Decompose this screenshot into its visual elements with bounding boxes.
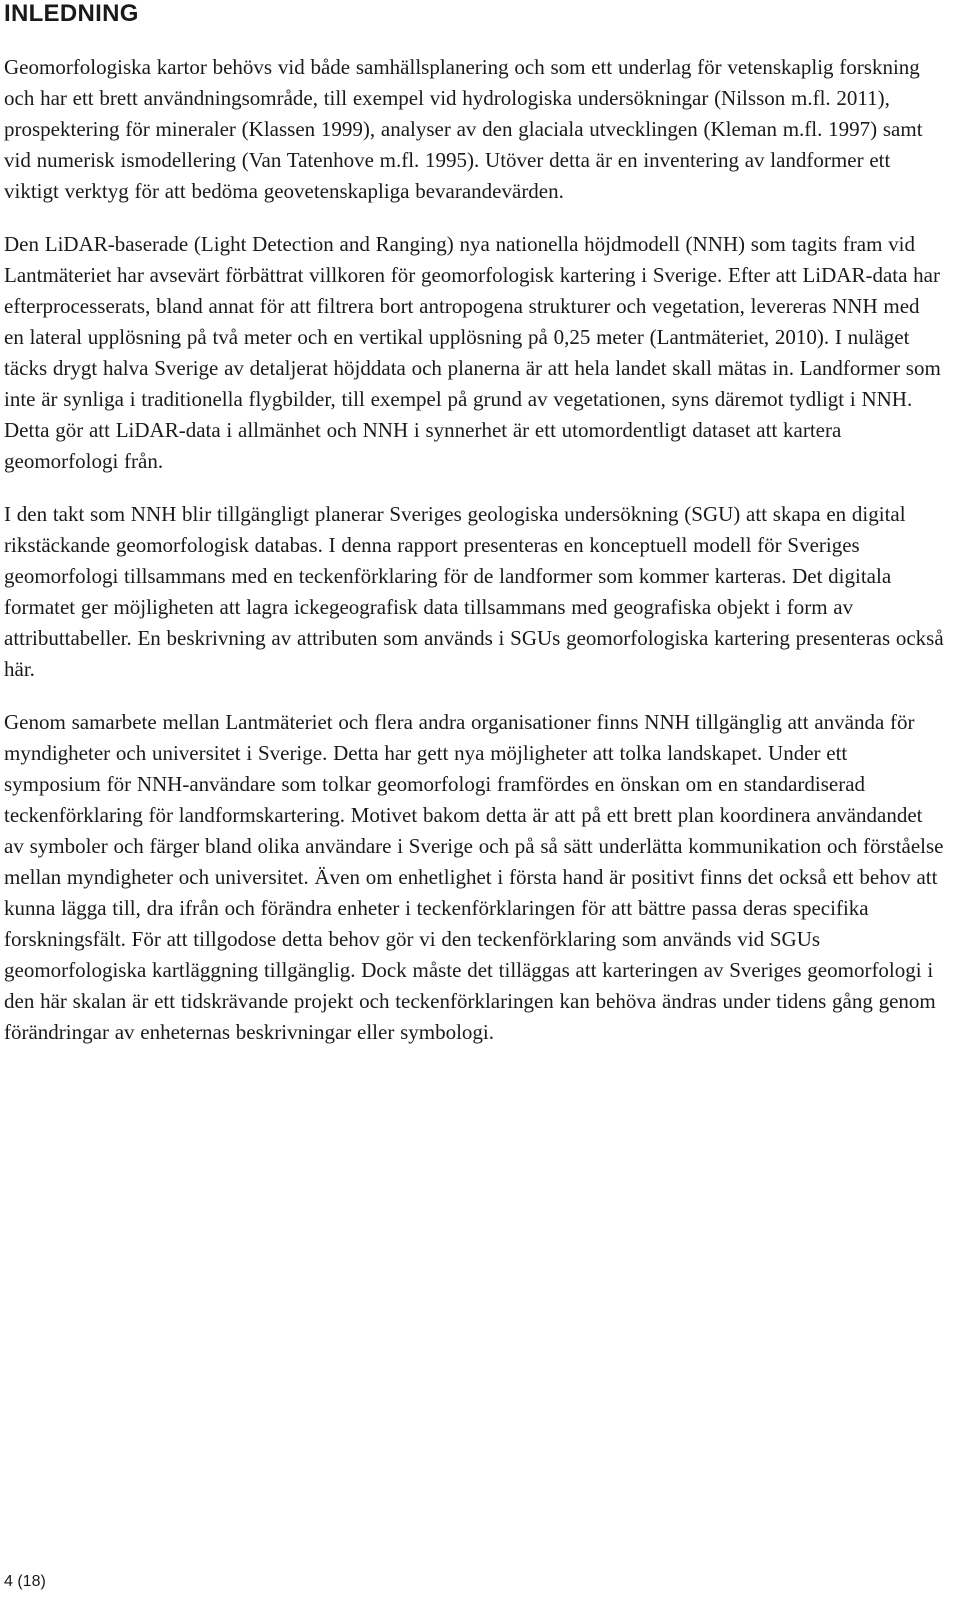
paragraph-3: I den takt som NNH blir tillgängligt planerar Sveriges geologiska undersökning (SGU) att skapa en digital rikstäckande geomorfologisk databas. I denna rapport presenteras en konceptuell modell för Sveriges geomorfologi tillsammans med en teckenförklaring för de landformer som kommer karteras. Det digitala formatet ger möjligheten att lagra ickegeografisk data tillsammans med geografiska objekt i form av attributtabeller. En beskrivning av attributen som används i SGUs geomorfologiska kartering presenteras också här. — [4, 502, 944, 681]
section-heading: INLEDNING — [4, 0, 139, 27]
body-text — [4, 52, 944, 1048]
paragraph-4: Genom samarbete mellan Lantmäteriet och flera andra organisationer finns NNH tillgänglig att använda för myndigheter och universitet i Sverige. Detta har gett nya möjligheter att tolka landskapet. Under ett symposium för NNH-användare som tolkar geomorfologi framfördes en önskan om en standardiserad teckenförklaring för landformskartering. Motivet bakom detta är att på ett brett plan koordinera användandet av symboler och färger bland olika användare i Sverige och på så sätt underlätta kommunikation och förståelse mellan myndigheter och universitet. Även om enhetlighet i första hand är positivt finns det också ett behov att kunna lägga till, dra ifrån och förändra enheter i teckenförklaringen för att bättre passa deras specifika forskningsfält. För att tillgodose detta behov gör vi den teckenförklaring som används vid SGUs geomorfologiska kartläggning tillgänglig. Dock måste det tilläggas att karteringen av Sveriges geomorfologi i den här skalan är ett tidskrävande projekt och teckenförklaringen kan behöva ändras under tidens gång genom förändringar av enheternas beskrivningar eller symbologi. — [4, 710, 944, 1044]
page-number: 4 (18) — [4, 1573, 46, 1590]
paragraph-1: Geomorfologiska kartor behövs vid både samhällsplanering och som ett underlag för vetenskaplig forskning och har ett brett användningsområde, till exempel vid hydrologiska undersökningar (Nilsson m.fl. 2011), prospektering för mineraler (Klassen 1999), analyser av den glaciala utvecklingen (Kleman m.fl. 1997) samt vid numerisk ismodellering (Van Tatenhove m.fl. 1995). Utöver detta är en inventering av landformer ett viktigt verktyg för att bedöma geovetenskapliga bevarandevärden. — [4, 55, 923, 203]
document-page — [4, 0, 944, 1070]
paragraph-2: Den LiDAR-baserade (Light Detection and Ranging) nya nationella höjdmodell (NNH) som tagits fram vid Lantmäteriet har avsevärt förbättrat villkoren för geomorfologisk kartering i Sverige. Efter att LiDAR-data har efterprocesserats, bland annat för att filtrera bort antropogena strukturer och vegetation, levereras NNH med en lateral upplösning på två meter och en vertikal upplösning på 0,25 meter (Lantmäteriet, 2010). I nuläget täcks drygt halva Sverige av detaljerat höjddata och planerna är att hela landet skall mätas in. Landformer som inte är synliga i traditionella flygbilder, till exempel på grund av vegetationen, syns däremot tydligt i NNH. Detta gör att LiDAR-data i allmänhet och NNH i synnerhet är ett utomordentligt dataset att kartera geomorfologi från. — [4, 232, 941, 473]
